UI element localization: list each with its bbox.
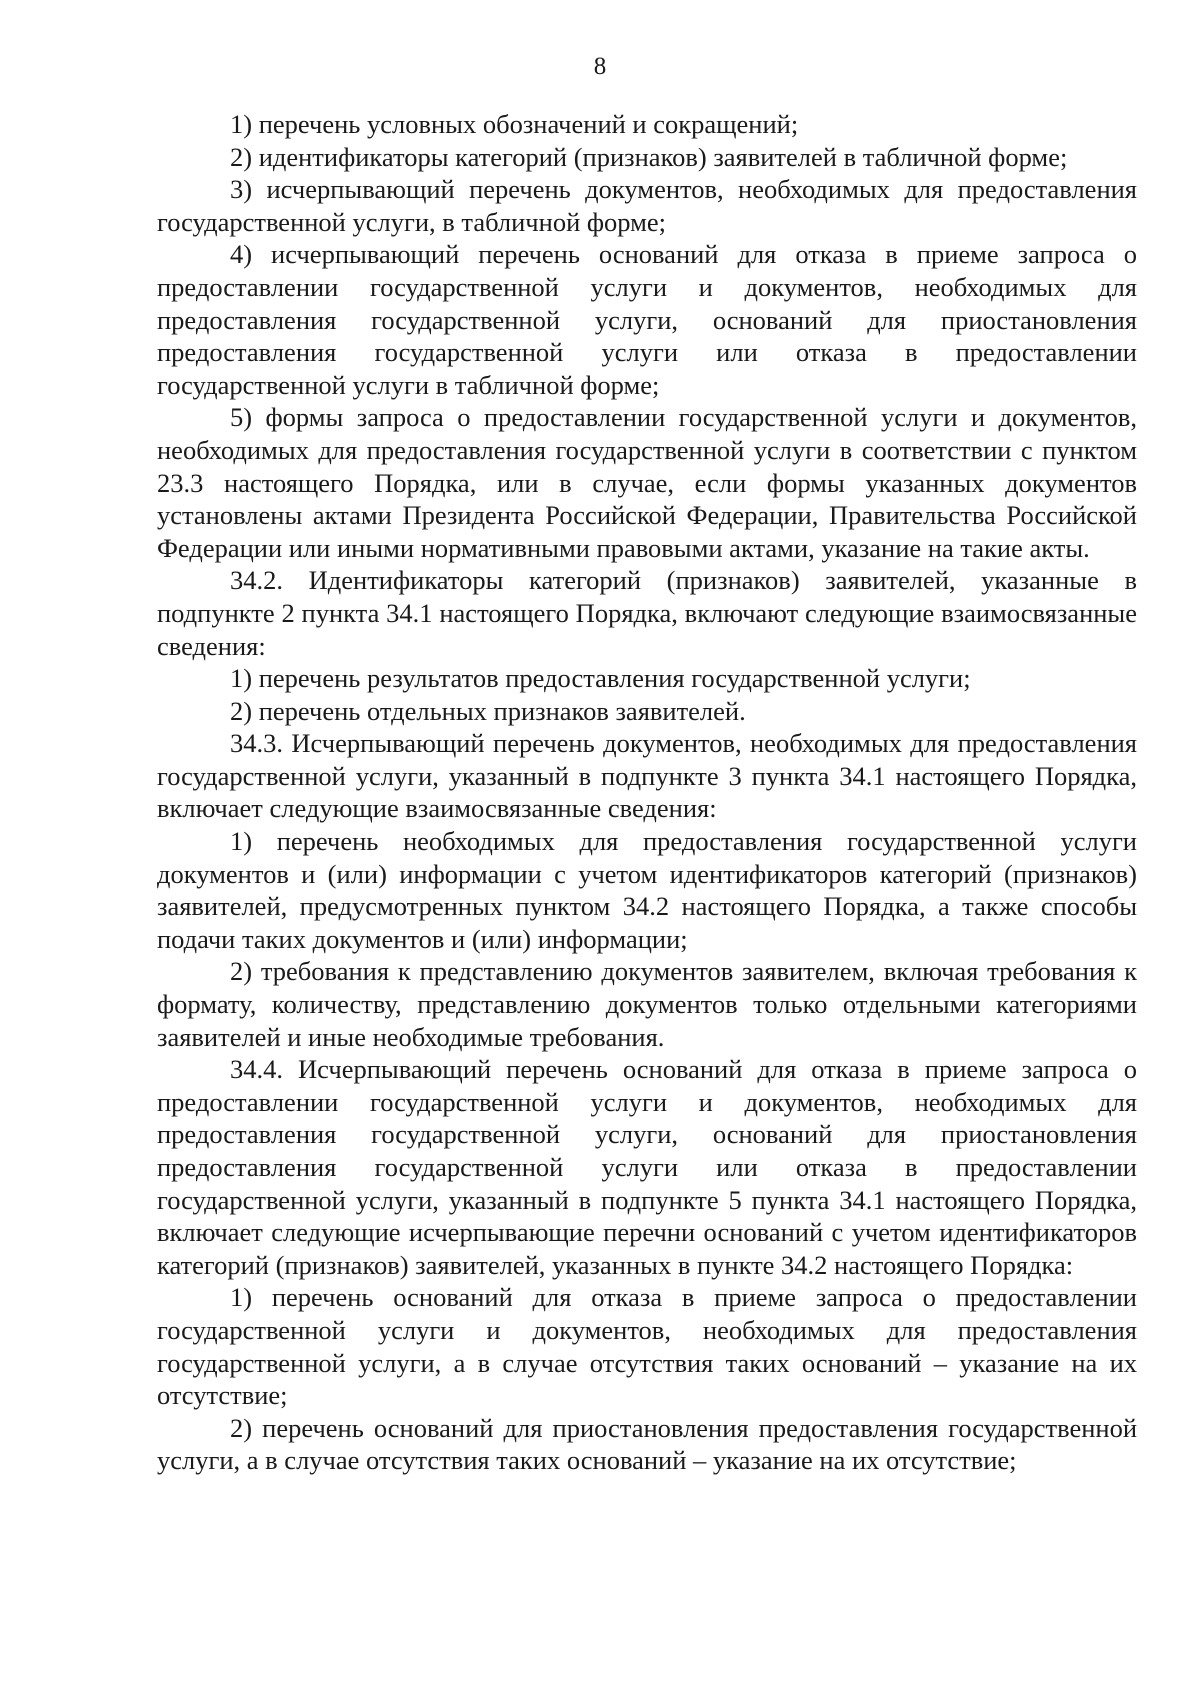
page-number: 8 [593,53,607,80]
clause-34-3: 34.3. Исчерпывающий перечень документов, необходимых для предоставления государственной услуги, указанный в подпункте 3 пункта 34.1 настоящего Порядка, включает следующие взаимосвязанные сведения: [157,728,1137,824]
paragraph-list-item-4: 4) исчерпывающий перечень оснований для отказа в приеме запроса о предоставлении государственной услуги и документов, необходимых для предоставления государственной услуги, оснований для приостановления предоставления государственной услуги или отказа в предоставлении государственной услуги в табличной форме; [157,239,1137,400]
paragraph-list-item-1: 1) перечень условных обозначений и сокращений; [230,109,799,139]
paragraph-list-item-3: 3) исчерпывающий перечень документов, необходимых для предоставления государственной услуги, в табличной форме; [157,174,1137,237]
clause-34-4-item-1: 1) перечень оснований для отказа в приеме запроса о предоставлении государственной услуги и документов, необходимых для предоставления государственной услуги, а в случае отсутствия таких оснований – указание на их отсутствие; [157,1282,1137,1411]
clause-34-2-item-1: 1) перечень результатов предоставления государственной услуги; [230,663,971,694]
clause-34-2-item-2: 2) перечень отдельных признаков заявителей. [230,695,746,726]
clause-34-4-item-2: 2) перечень оснований для приостановления предоставления государственной услуги, а в случае отсутствия таких оснований – указание на их отсутствие; [157,1412,1137,1476]
clause-34-2: 34.2. Идентификаторы категорий (признаков) заявителей, указанные в подпункте 2 пункта 34.1 настоящего Порядка, включают следующие взаимосвязанные сведения: [157,565,1137,661]
clause-34-3-item-1: 1) перечень необходимых для предоставления государственной услуги документов и (или) информации с учетом идентификаторов категорий (признаков) заявителей, предусмотренных пунктом 34.2 настоящего Порядка, а также способы подачи таких документов и (или) информации; [157,826,1137,954]
document-body [157,108,1137,1477]
paragraph-list-item-5: 5) формы запроса о предоставлении государственной услуги и документов, необходимых для предоставления государственной услуги в соответствии с пунктом 23.3 настоящего Порядка, или в случае, если формы указанных документов установлены актами Президента Российской Федерации, Правительства Российской Федерации или иными нормативными правовыми актами, указание на такие акты. [157,402,1137,563]
paragraph-list-item-2: 2) идентификаторы категорий (признаков) заявителей в табличной форме; [230,141,1068,172]
clause-34-4: 34.4. Исчерпывающий перечень оснований для отказа в приеме запроса о предоставлении государственной услуги и документов, необходимых для предоставления государственной услуги, оснований для приостановления предоставления государственной услуги или отказа в предоставлении государственной услуги, указанный в подпункте 5 пункта 34.1 настоящего Порядка, включает следующие исчерпывающие перечни оснований с учетом идентификаторов категорий (признаков) заявителей, указанных в пункте 34.2 настоящего Порядка: [157,1054,1137,1280]
clause-34-3-item-2: 2) требования к представлению документов заявителем, включая требования к формату, количеству, представлению документов только отдельными категориями заявителей и иные необходимые требования. [157,956,1137,1052]
